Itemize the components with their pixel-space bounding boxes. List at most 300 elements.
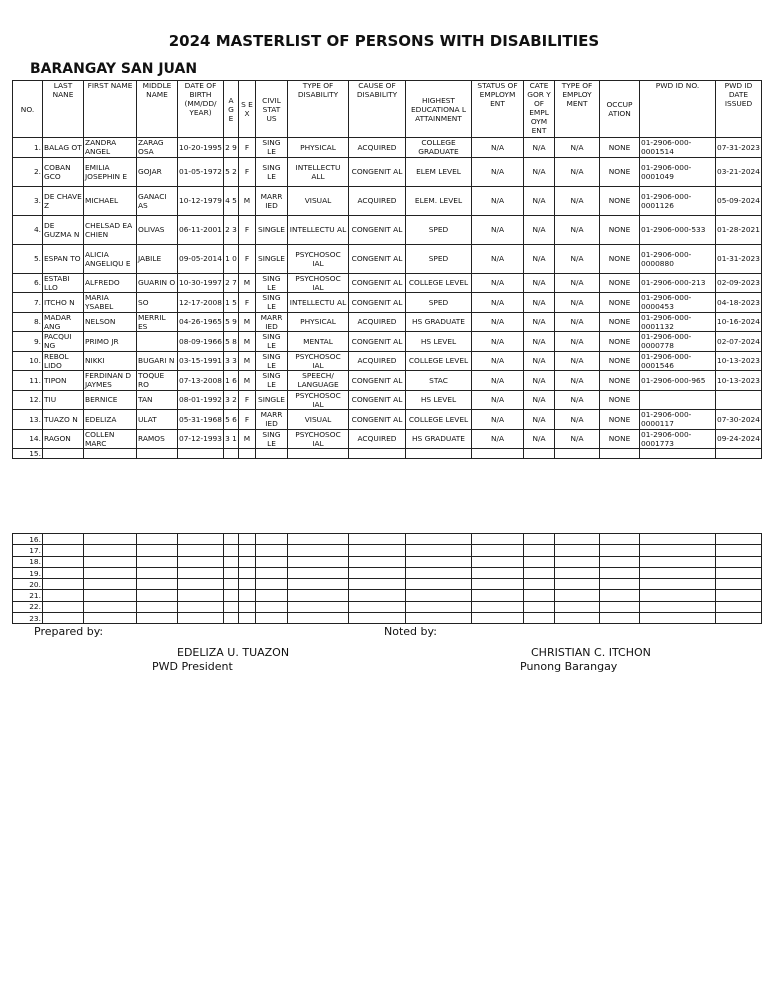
empty-cell <box>43 556 84 567</box>
empty-cell <box>43 449 84 459</box>
empty-cell <box>524 534 555 545</box>
noter-title: Punong Barangay <box>520 660 618 673</box>
cell-educ: SPED <box>406 293 472 313</box>
empty-cell <box>224 601 239 612</box>
empty-cell <box>716 534 762 545</box>
cell-type: INTELLECTU ALL <box>288 157 349 186</box>
cell-educ: COLLEGE LEVEL <box>406 351 472 371</box>
cell-dob: 08-01-1992 <box>178 390 224 410</box>
cell-occupation: NONE <box>600 390 640 410</box>
empty-cell <box>84 556 137 567</box>
blank-row <box>13 601 762 612</box>
cell-civil: SING LE <box>256 351 288 371</box>
cell-sex: M <box>239 371 256 391</box>
cell-occupation: NONE <box>600 351 640 371</box>
table-row <box>13 157 762 186</box>
cell-last: TIPON <box>43 371 84 391</box>
masterlist-table <box>12 80 762 459</box>
cell-emp-status: N/A <box>472 215 524 244</box>
cell-type: PSYCHOSOC IAL <box>288 244 349 273</box>
table-row <box>13 273 762 293</box>
empty-cell <box>84 545 137 556</box>
cell-last: COBAN GCO <box>43 157 84 186</box>
cell-dob: 12-17-2008 <box>178 293 224 313</box>
cell-first: MICHAEL <box>84 186 137 215</box>
table-row <box>13 186 762 215</box>
cell-middle <box>137 332 178 352</box>
empty-cell <box>472 449 524 459</box>
cell-cause: CONGENIT AL <box>349 293 406 313</box>
cell-type: PSYCHOSOC IAL <box>288 273 349 293</box>
empty-cell <box>406 601 472 612</box>
cell-emp-type: N/A <box>555 215 600 244</box>
cell-age: 3 1 <box>224 429 239 449</box>
header-first-name: FIRST NAME <box>84 81 137 138</box>
table-row <box>13 351 762 371</box>
cell-dob: 06-11-2001 <box>178 215 224 244</box>
cell-last: BALAG OT <box>43 138 84 158</box>
cell-emp-status: N/A <box>472 138 524 158</box>
cell-occupation: NONE <box>600 312 640 332</box>
empty-cell <box>137 579 178 590</box>
header-cause-of-disability: CAUSE OF DISABILITY <box>349 81 406 138</box>
cell-emp-cat: N/A <box>524 244 555 273</box>
cell-issued: 03-21-2024 <box>716 157 762 186</box>
cell-sex: F <box>239 215 256 244</box>
cell-dob: 10-30-1997 <box>178 273 224 293</box>
row-number: 22. <box>13 601 43 612</box>
cell-cause: ACQUIRED <box>349 138 406 158</box>
cell-emp-type: N/A <box>555 293 600 313</box>
empty-cell <box>84 449 137 459</box>
header-pwd-id: PWD ID NO. <box>640 81 716 138</box>
empty-cell <box>43 613 84 624</box>
cell-sex: M <box>239 351 256 371</box>
cell-emp-type: N/A <box>555 429 600 449</box>
cell-emp-cat: N/A <box>524 215 555 244</box>
empty-cell <box>716 613 762 624</box>
cell-first: MARIA YSABEL <box>84 293 137 313</box>
cell-emp-type: N/A <box>555 312 600 332</box>
cell-emp-type: N/A <box>555 244 600 273</box>
cell-first: PRIMO JR <box>84 332 137 352</box>
cell-middle: TOQUE RO <box>137 371 178 391</box>
cell-civil: SING LE <box>256 293 288 313</box>
cell-dob: 10-20-1995 <box>178 138 224 158</box>
empty-cell <box>224 567 239 578</box>
cell-middle: TAN <box>137 390 178 410</box>
cell-educ: COLLEGE GRADUATE <box>406 138 472 158</box>
header-no: NO. <box>13 81 43 138</box>
cell-type: INTELLECTU AL <box>288 293 349 313</box>
blank-row <box>13 613 762 624</box>
cell-occupation: NONE <box>600 332 640 352</box>
empty-cell <box>555 613 600 624</box>
cell-cause: CONGENIT AL <box>349 273 406 293</box>
row-number: 16. <box>13 534 43 545</box>
row-number: 17. <box>13 545 43 556</box>
cell-age: 2 3 <box>224 215 239 244</box>
cell-sex: F <box>239 293 256 313</box>
empty-cell <box>256 590 288 601</box>
empty-cell <box>239 545 256 556</box>
empty-cell <box>406 590 472 601</box>
empty-cell <box>256 545 288 556</box>
cell-civil: SING LE <box>256 157 288 186</box>
empty-cell <box>406 579 472 590</box>
cell-age: 5 8 <box>224 332 239 352</box>
cell-occupation: NONE <box>600 157 640 186</box>
cell-age: 1 0 <box>224 244 239 273</box>
cell-sex: M <box>239 429 256 449</box>
cell-middle: GANACI AS <box>137 186 178 215</box>
empty-cell <box>137 590 178 601</box>
header-date-issued: PWD ID DATE ISSUED <box>716 81 762 138</box>
cell-no: 2. <box>13 157 43 186</box>
empty-cell <box>472 556 524 567</box>
table-row <box>13 429 762 449</box>
cell-educ: COLLEGE LEVEL <box>406 410 472 430</box>
cell-type: PSYCHOSOC IAL <box>288 429 349 449</box>
empty-cell <box>224 545 239 556</box>
header-last-name: LAST NANE <box>43 81 84 138</box>
cell-occupation: NONE <box>600 138 640 158</box>
empty-cell <box>349 449 406 459</box>
empty-cell <box>640 590 716 601</box>
cell-middle: BUGARI N <box>137 351 178 371</box>
empty-cell <box>239 590 256 601</box>
empty-cell <box>84 590 137 601</box>
cell-no: 13. <box>13 410 43 430</box>
empty-cell <box>137 601 178 612</box>
cell-sex: F <box>239 390 256 410</box>
empty-cell <box>288 601 349 612</box>
empty-cell <box>600 590 640 601</box>
cell-sex: F <box>239 138 256 158</box>
cell-civil: SING LE <box>256 332 288 352</box>
cell-dob: 08-09-1966 <box>178 332 224 352</box>
cell-first: NELSON <box>84 312 137 332</box>
empty-cell <box>555 590 600 601</box>
empty-cell <box>640 534 716 545</box>
empty-cell <box>406 545 472 556</box>
preparer-title: PWD President <box>152 660 233 673</box>
empty-cell <box>406 449 472 459</box>
cell-dob: 05-31-1968 <box>178 410 224 430</box>
cell-pwd-id <box>640 390 716 410</box>
cell-age: 5 2 <box>224 157 239 186</box>
empty-cell <box>640 556 716 567</box>
cell-type: PSYCHOSOC IAL <box>288 351 349 371</box>
cell-occupation: NONE <box>600 293 640 313</box>
header-sex: S E X <box>239 81 256 138</box>
empty-cell <box>716 579 762 590</box>
cell-emp-status: N/A <box>472 390 524 410</box>
empty-cell <box>600 545 640 556</box>
empty-cell <box>288 556 349 567</box>
cell-last: TUAZO N <box>43 410 84 430</box>
cell-educ: SPED <box>406 244 472 273</box>
cell-pwd-id: 01-2906-000-0000880 <box>640 244 716 273</box>
empty-cell <box>224 534 239 545</box>
empty-cell <box>178 601 224 612</box>
cell-occupation: NONE <box>600 429 640 449</box>
empty-cell <box>349 567 406 578</box>
empty-cell <box>716 545 762 556</box>
empty-cell <box>137 567 178 578</box>
cell-educ: HS LEVEL <box>406 332 472 352</box>
cell-type: SPEECH/ LANGUAGE <box>288 371 349 391</box>
header-civil-status: CIVIL STAT US <box>256 81 288 138</box>
cell-educ: HS GRADUATE <box>406 312 472 332</box>
cell-cause: CONGENIT AL <box>349 410 406 430</box>
empty-cell <box>43 579 84 590</box>
cell-no: 3. <box>13 186 43 215</box>
cell-issued: 07-30-2024 <box>716 410 762 430</box>
cell-educ: HS GRADUATE <box>406 429 472 449</box>
header-date-of-birth: DATE OF BIRTH (MM/DD/ YEAR) <box>178 81 224 138</box>
empty-cell <box>524 449 555 459</box>
empty-cell <box>288 545 349 556</box>
table-row <box>13 371 762 391</box>
cell-no: 4. <box>13 215 43 244</box>
cell-age: 2 9 <box>224 138 239 158</box>
header-type-of-disability: TYPE OF DISABILITY <box>288 81 349 138</box>
cell-civil: SINGLE <box>256 244 288 273</box>
empty-cell <box>406 613 472 624</box>
cell-last: DE CHAVE Z <box>43 186 84 215</box>
empty-cell <box>137 449 178 459</box>
cell-age: 4 5 <box>224 186 239 215</box>
cell-last: RAGON <box>43 429 84 449</box>
header-employment-status: STATUS OF EMPLOYM ENT <box>472 81 524 138</box>
cell-middle: GUARIN O <box>137 273 178 293</box>
cell-no: 11. <box>13 371 43 391</box>
empty-cell <box>555 601 600 612</box>
empty-cell <box>178 545 224 556</box>
cell-cause: CONGENIT AL <box>349 215 406 244</box>
empty-cell <box>716 567 762 578</box>
cell-sex: M <box>239 186 256 215</box>
cell-no: 5. <box>13 244 43 273</box>
cell-civil: SING LE <box>256 429 288 449</box>
empty-cell <box>524 579 555 590</box>
cell-pwd-id: 01-2906-000-0001132 <box>640 312 716 332</box>
cell-sex: M <box>239 332 256 352</box>
empty-cell <box>239 613 256 624</box>
cell-issued: 04-18-2023 <box>716 293 762 313</box>
cell-emp-cat: N/A <box>524 157 555 186</box>
header-age: A G E <box>224 81 239 138</box>
empty-cell <box>224 579 239 590</box>
cell-last: PACQUI NG <box>43 332 84 352</box>
empty-cell <box>349 579 406 590</box>
empty-cell <box>349 545 406 556</box>
cell-emp-cat: N/A <box>524 429 555 449</box>
cell-emp-cat: N/A <box>524 186 555 215</box>
row-number: 18. <box>13 556 43 567</box>
empty-cell <box>178 534 224 545</box>
cell-pwd-id: 01-2906-000-0000453 <box>640 293 716 313</box>
blank-row <box>13 567 762 578</box>
table-row <box>13 410 762 430</box>
table-row <box>13 332 762 352</box>
cell-last: ESTABI LLO <box>43 273 84 293</box>
cell-no: 7. <box>13 293 43 313</box>
cell-no: 8. <box>13 312 43 332</box>
empty-cell <box>406 567 472 578</box>
cell-age: 1 6 <box>224 371 239 391</box>
cell-first: BERNICE <box>84 390 137 410</box>
empty-cell <box>288 579 349 590</box>
cell-type: PHYSICAL <box>288 312 349 332</box>
barangay-name: BARANGAY SAN JUAN <box>30 61 198 77</box>
cell-issued: 10-16-2024 <box>716 312 762 332</box>
empty-cell <box>716 556 762 567</box>
table-row <box>13 138 762 158</box>
empty-cell <box>178 613 224 624</box>
cell-educ: COLLEGE LEVEL <box>406 273 472 293</box>
empty-cell <box>555 534 600 545</box>
cell-cause: ACQUIRED <box>349 429 406 449</box>
empty-cell <box>43 601 84 612</box>
empty-cell <box>472 590 524 601</box>
cell-civil: MARR IED <box>256 410 288 430</box>
cell-issued: 01-31-2023 <box>716 244 762 273</box>
cell-issued: 10-13-2023 <box>716 371 762 391</box>
empty-cell <box>84 567 137 578</box>
empty-cell <box>178 449 224 459</box>
empty-cell <box>349 613 406 624</box>
cell-sex: F <box>239 410 256 430</box>
cell-emp-type: N/A <box>555 186 600 215</box>
empty-cell <box>472 579 524 590</box>
empty-cell <box>256 567 288 578</box>
cell-sex: F <box>239 157 256 186</box>
empty-cell <box>178 556 224 567</box>
cell-emp-status: N/A <box>472 371 524 391</box>
cell-educ: STAC <box>406 371 472 391</box>
cell-cause: CONGENIT AL <box>349 371 406 391</box>
empty-cell <box>472 567 524 578</box>
cell-dob: 09-05-2014 <box>178 244 224 273</box>
empty-cell <box>349 534 406 545</box>
cell-emp-status: N/A <box>472 332 524 352</box>
empty-cell <box>256 556 288 567</box>
empty-cell <box>349 601 406 612</box>
cell-cause: ACQUIRED <box>349 351 406 371</box>
cell-pwd-id: 01-2906-000-213 <box>640 273 716 293</box>
cell-occupation: NONE <box>600 244 640 273</box>
empty-cell <box>524 567 555 578</box>
empty-cell <box>137 545 178 556</box>
empty-cell <box>640 601 716 612</box>
table-row <box>13 215 762 244</box>
empty-cell <box>555 567 600 578</box>
empty-cell <box>472 613 524 624</box>
cell-type: VISUAL <box>288 186 349 215</box>
cell-civil: SINGLE <box>256 215 288 244</box>
cell-emp-type: N/A <box>555 390 600 410</box>
empty-cell <box>84 534 137 545</box>
cell-dob: 04-26-1965 <box>178 312 224 332</box>
cell-first: CHELSAD EA CHIEN <box>84 215 137 244</box>
empty-cell <box>600 556 640 567</box>
empty-cell <box>716 590 762 601</box>
cell-emp-cat: N/A <box>524 351 555 371</box>
empty-cell <box>472 601 524 612</box>
cell-emp-cat: N/A <box>524 293 555 313</box>
empty-cell <box>239 567 256 578</box>
cell-first: EDELIZA <box>84 410 137 430</box>
cell-last: MADAR ANG <box>43 312 84 332</box>
cell-emp-status: N/A <box>472 312 524 332</box>
table-row <box>13 293 762 313</box>
cell-no: 14. <box>13 429 43 449</box>
cell-middle: JABILE <box>137 244 178 273</box>
cell-dob: 01-05-1972 <box>178 157 224 186</box>
empty-cell <box>640 579 716 590</box>
cell-no: 10. <box>13 351 43 371</box>
empty-cell <box>288 534 349 545</box>
cell-civil: SING LE <box>256 273 288 293</box>
prepared-by-label: Prepared by: <box>34 625 104 638</box>
empty-cell <box>716 449 762 459</box>
cell-emp-type: N/A <box>555 273 600 293</box>
cell-issued: 09-24-2024 <box>716 429 762 449</box>
empty-cell <box>224 556 239 567</box>
empty-cell <box>600 534 640 545</box>
cell-first: EMILIA JOSEPHIN E <box>84 157 137 186</box>
empty-cell <box>349 590 406 601</box>
continuation-table <box>12 533 762 624</box>
blank-row <box>13 579 762 590</box>
cell-sex: F <box>239 244 256 273</box>
cell-no: 9. <box>13 332 43 352</box>
empty-cell <box>640 545 716 556</box>
blank-row <box>13 590 762 601</box>
noted-by-label: Noted by: <box>384 625 437 638</box>
cell-pwd-id: 01-2906-000-0001773 <box>640 429 716 449</box>
cell-civil: MARR IED <box>256 312 288 332</box>
cell-issued: 01-28-2021 <box>716 215 762 244</box>
cell-pwd-id: 01-2906-000-0001049 <box>640 157 716 186</box>
empty-cell <box>224 613 239 624</box>
empty-cell <box>406 534 472 545</box>
blank-row <box>13 556 762 567</box>
empty-cell <box>288 567 349 578</box>
empty-cell <box>716 601 762 612</box>
empty-cell <box>524 601 555 612</box>
cell-civil: SINGLE <box>256 390 288 410</box>
empty-cell <box>239 534 256 545</box>
cell-dob: 07-12-1993 <box>178 429 224 449</box>
cell-emp-status: N/A <box>472 273 524 293</box>
empty-cell <box>524 613 555 624</box>
empty-cell <box>349 556 406 567</box>
table-row <box>13 244 762 273</box>
empty-cell <box>640 613 716 624</box>
empty-cell <box>406 556 472 567</box>
empty-cell <box>555 579 600 590</box>
empty-cell <box>600 601 640 612</box>
cell-type: MENTAL <box>288 332 349 352</box>
empty-cell <box>256 449 288 459</box>
cell-first: ALICIA ANGELIQU E <box>84 244 137 273</box>
cell-occupation: NONE <box>600 371 640 391</box>
cell-occupation: NONE <box>600 215 640 244</box>
cell-emp-status: N/A <box>472 351 524 371</box>
